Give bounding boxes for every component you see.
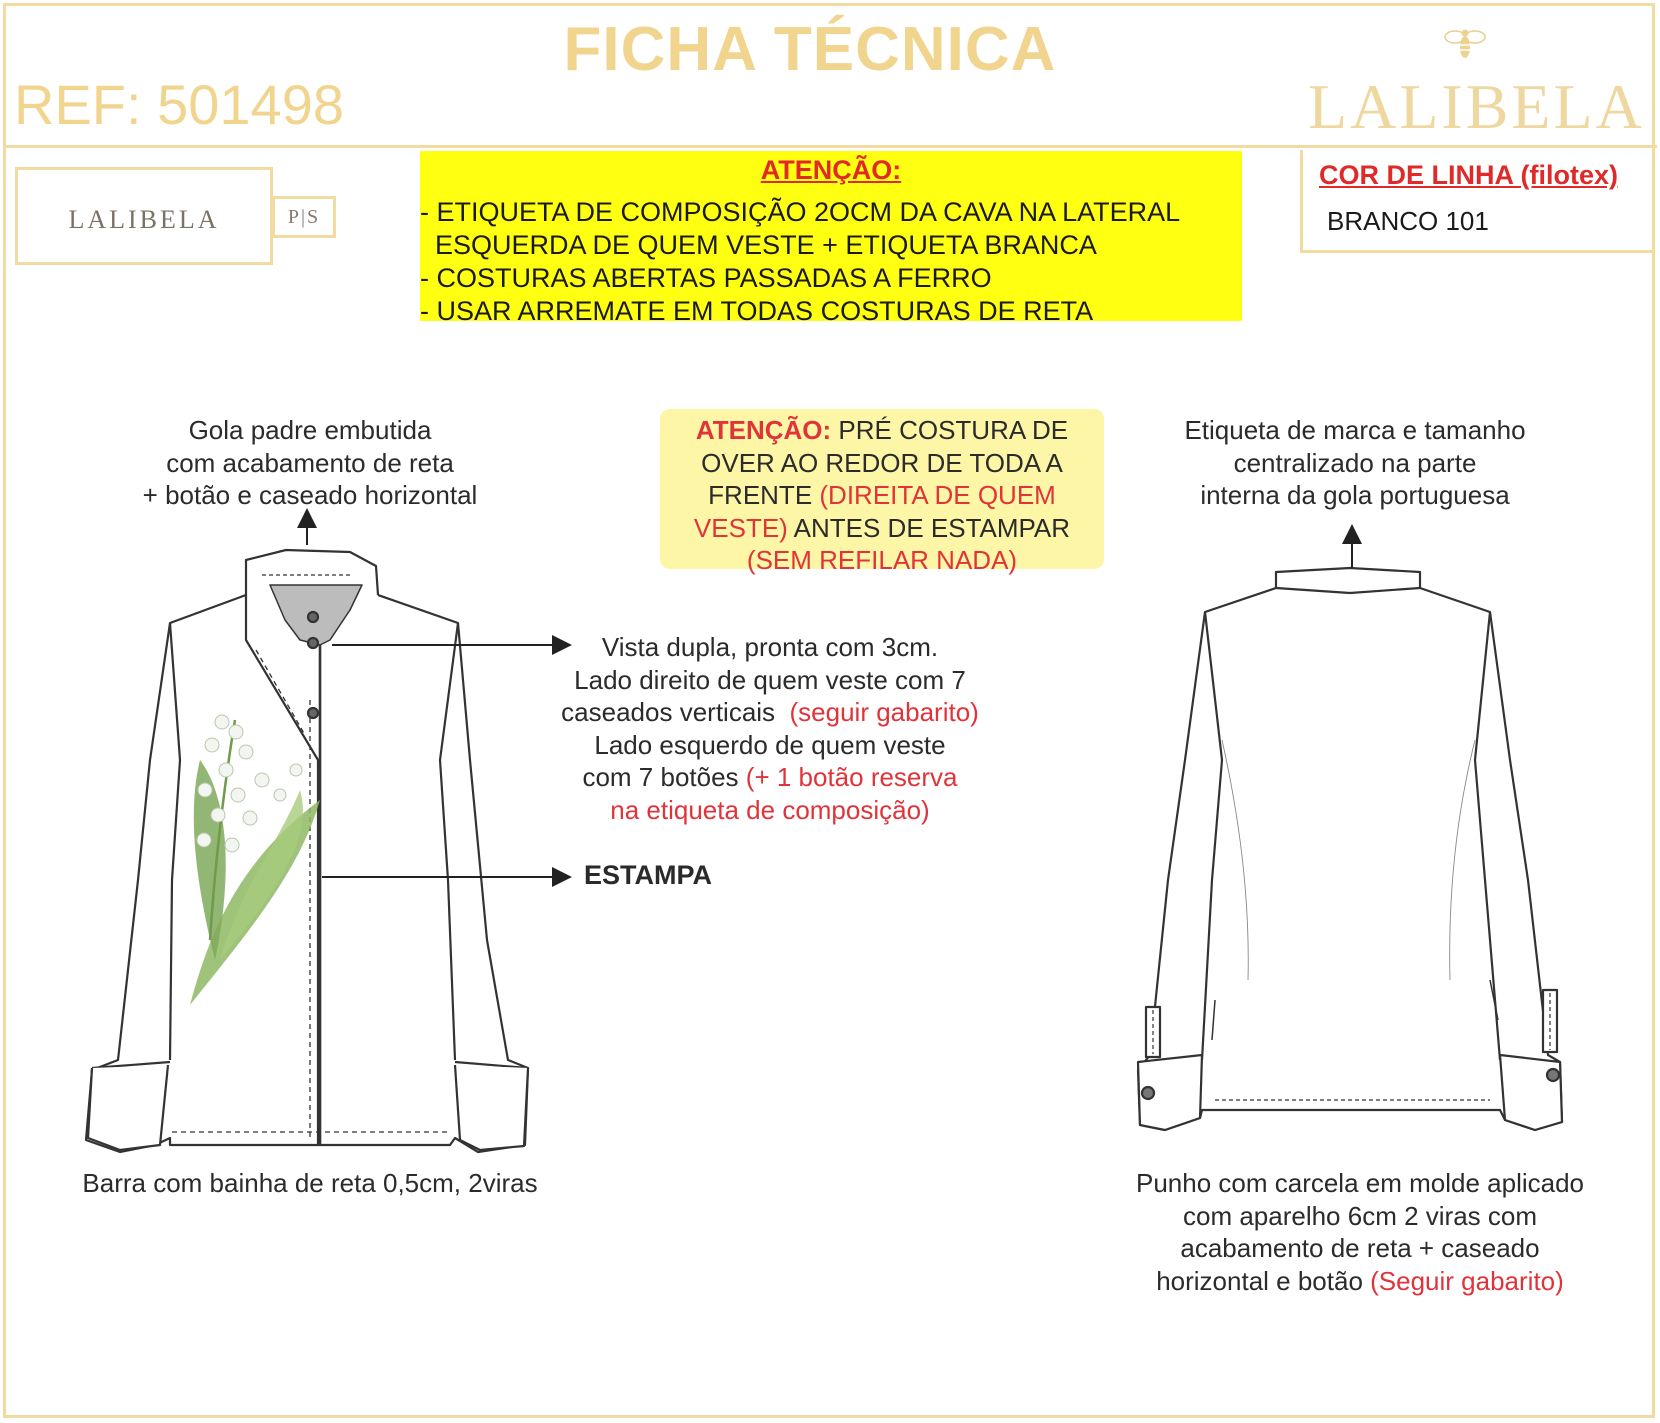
- note-line: OVER AO REDOR DE TODA A: [701, 447, 1063, 478]
- note-line: horizontal e botão (Seguir gabarito): [1156, 1265, 1564, 1296]
- page-title: FICHA TÉCNICA: [563, 15, 1057, 84]
- note-line: interna da gola portuguesa: [1200, 480, 1510, 510]
- note-line: Gola padre embutida: [188, 415, 432, 445]
- back-shirt-drawing: [1138, 568, 1562, 1130]
- note-line: (SEM REFILAR NADA): [746, 545, 1018, 575]
- note-line: + botão e caseado horizontal: [142, 480, 478, 510]
- note-line: centralizado na parte: [1233, 447, 1477, 478]
- note-line: Vista dupla, pronta com 3cm.: [601, 632, 939, 662]
- note-line: Lado esquerdo de quem veste: [594, 729, 946, 760]
- attention-line: - COSTURAS ABERTAS PASSADAS A FERRO: [420, 263, 992, 293]
- attention-title: ATENÇÃO:: [760, 155, 902, 185]
- note-line: com aparelho 6cm 2 viras com: [1182, 1200, 1538, 1231]
- reference-code: REF: 501498: [14, 73, 344, 136]
- note-line: Lado direito de quem veste com 7: [574, 664, 966, 695]
- brand-wordmark: LALIBELA: [1308, 71, 1645, 142]
- note-line: FRENTE (DIREITA DE QUEM: [708, 480, 1056, 510]
- print-label: ESTAMPA: [584, 860, 712, 890]
- pre-sewing-title: ATENÇÃO:: [695, 415, 832, 445]
- note-line: Etiqueta de marca e tamanho: [1184, 415, 1526, 445]
- label-brand-name: LALIBELA: [68, 205, 220, 234]
- note-line: acabamento de reta + caseado: [1180, 1233, 1540, 1263]
- attention-line: - ETIQUETA DE COMPOSIÇÃO 2OCM DA CAVA NA LATERAL: [420, 197, 1181, 227]
- note-line: na etiqueta de composição): [610, 794, 930, 825]
- thread-color-label: COR DE LINHA (filotex): [1319, 160, 1618, 190]
- note-line: com 7 botões (+ 1 botão reserva: [582, 762, 958, 792]
- attention-line: - USAR ARREMATE EM TODAS COSTURAS DE RETA: [420, 296, 1094, 326]
- note-line: Punho com carcela em molde aplicado: [1135, 1168, 1585, 1198]
- size-label-sample: P|S: [272, 196, 336, 238]
- note-line: com acabamento de reta: [166, 447, 454, 478]
- note-line: VESTE) ANTES DE ESTAMPAR: [693, 512, 1071, 543]
- note-line: ATENÇÃO: PRÉ COSTURA DE: [695, 415, 1069, 445]
- attention-line: ESQUERDA DE QUEM VESTE + ETIQUETA BRANCA: [420, 230, 1097, 260]
- thread-color-value: BRANCO 101: [1327, 206, 1489, 236]
- note-line: caseados verticais (seguir gabarito): [561, 697, 979, 727]
- front-shirt-drawing: [86, 550, 528, 1152]
- hem-note: Barra com bainha de reta 0,5cm, 2viras: [82, 1168, 538, 1198]
